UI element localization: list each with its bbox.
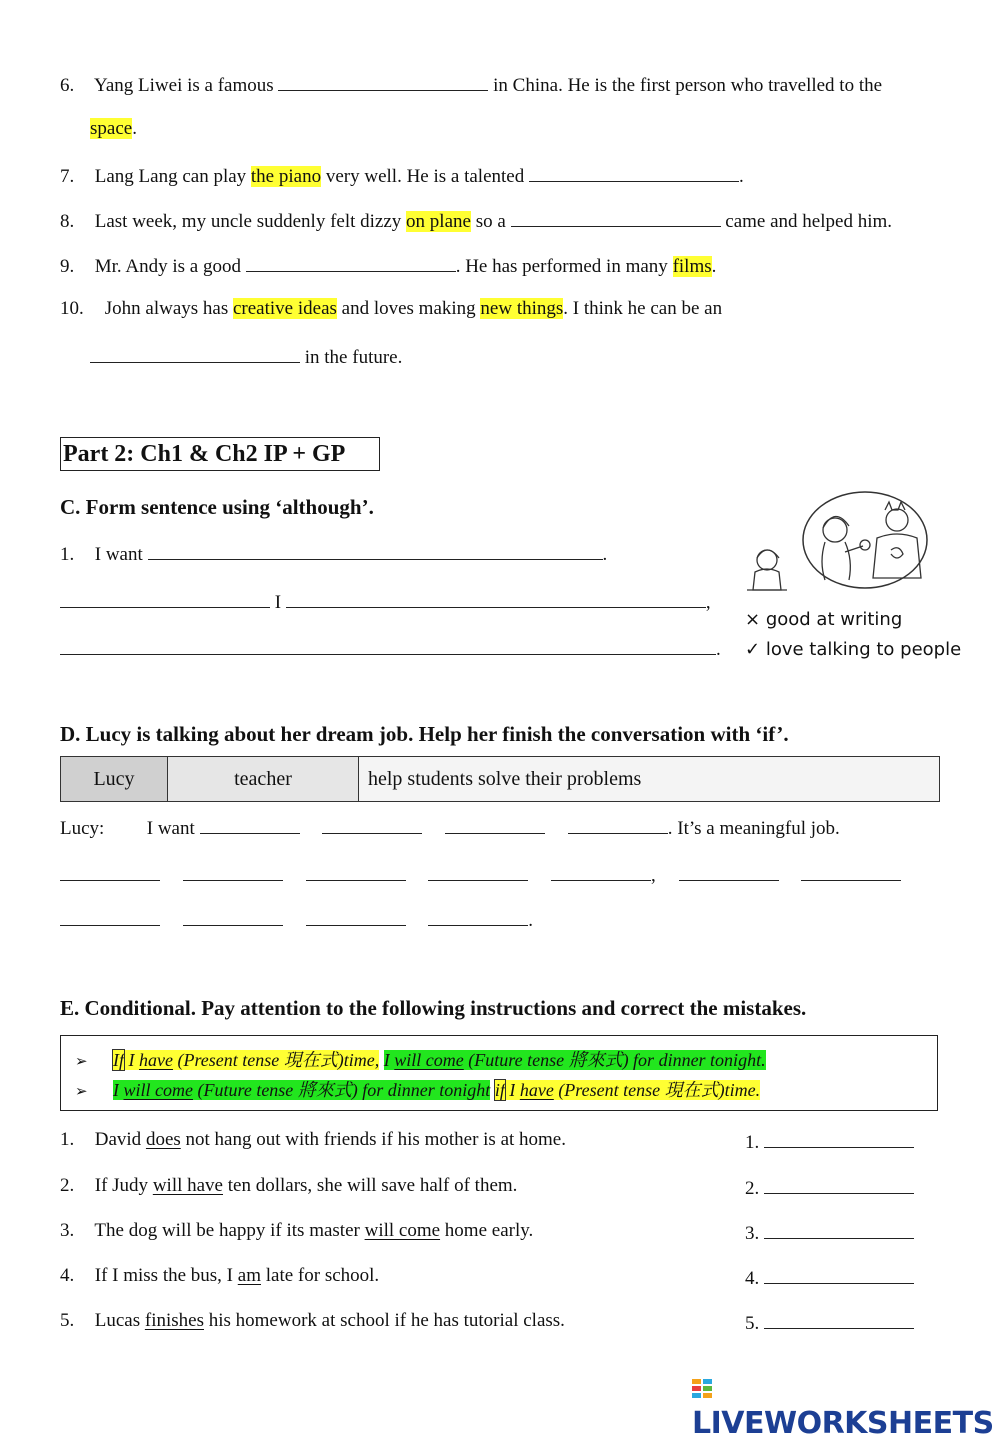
item-7	[60, 163, 744, 188]
answer-number: 4.	[745, 1268, 760, 1289]
e-answer-2	[745, 1175, 914, 1200]
highlighted-word: creative ideas	[232, 298, 337, 319]
punctuation: ,	[651, 865, 656, 886]
answer-blank[interactable]	[246, 253, 456, 272]
item-text: If I miss the bus, I	[94, 1265, 234, 1286]
item-number: 3.	[60, 1220, 75, 1241]
item-text: If Judy	[94, 1175, 149, 1196]
item-text: very well. He is a talented	[325, 166, 525, 187]
item-number: 2.	[60, 1175, 75, 1196]
note-bad	[745, 609, 902, 630]
mistake-word: finishes	[144, 1310, 204, 1331]
item-text: . It’s a meaningful job.	[667, 818, 840, 839]
mistake-word: will come	[364, 1220, 441, 1241]
e-answer-5	[745, 1310, 914, 1335]
item-text: I want	[94, 544, 143, 565]
rule-verb: will come	[123, 1080, 193, 1100]
answer-blank[interactable]	[148, 541, 603, 560]
answer-number: 5.	[745, 1313, 760, 1334]
item-number: 4.	[60, 1265, 75, 1286]
answer-blank[interactable]	[200, 815, 300, 834]
highlighted-word: new things	[480, 298, 564, 319]
item-10-line2	[90, 344, 402, 369]
item-text: Mr. Andy is a good	[94, 256, 241, 277]
part2-title: Part 2: Ch1 & Ch2 IP + GP	[60, 437, 380, 471]
item-number: 5.	[60, 1310, 75, 1331]
rule-keyword: If	[113, 1050, 124, 1070]
item-text: I want	[146, 818, 195, 839]
section-c-line1	[60, 541, 607, 566]
answer-blank[interactable]	[322, 815, 422, 834]
item-number: 6.	[60, 75, 75, 96]
rule-text: I	[128, 1050, 135, 1070]
item-text: and loves making	[341, 298, 476, 319]
item-text: so a	[475, 211, 506, 232]
check-icon: ✓	[745, 639, 761, 660]
item-text: home early.	[444, 1220, 534, 1241]
note-text: good at writing	[765, 609, 903, 630]
item-number: 8.	[60, 211, 75, 232]
answer-blank[interactable]	[183, 862, 283, 881]
item-10	[60, 298, 722, 320]
highlighted-word: films	[672, 256, 712, 277]
item-text: I	[274, 592, 282, 613]
item-text: ten dollars, she will save half of them.	[227, 1175, 518, 1196]
section-e-heading: E. Conditional. Pay attention to the following instructions and correct the mistakes.	[60, 996, 807, 1020]
item-text: Lucas	[94, 1310, 141, 1331]
answer-blank[interactable]	[60, 636, 716, 655]
item-number: 1.	[60, 1129, 75, 1150]
answer-blank[interactable]	[511, 208, 721, 227]
answer-blank[interactable]	[764, 1265, 914, 1284]
rule-keyword: if	[494, 1080, 505, 1100]
section-d-line1	[60, 815, 840, 840]
item-text: . I think he can be an	[563, 298, 723, 319]
e-answer-4	[745, 1265, 914, 1290]
answer-blank[interactable]	[679, 862, 779, 881]
speaker-label: Lucy:	[60, 818, 105, 839]
e-answer-1	[745, 1129, 914, 1154]
rule-verb: have	[519, 1080, 554, 1100]
item-text: in China. He is the first person who travelled to the	[493, 75, 883, 96]
logo-icon	[692, 1377, 712, 1401]
answer-number: 2.	[745, 1178, 760, 1199]
punctuation: .	[528, 910, 533, 931]
answer-blank[interactable]	[551, 862, 651, 881]
e-item-1	[60, 1129, 566, 1151]
rule-text: (Future tense 將來式) for dinner tonight.	[468, 1050, 766, 1070]
punctuation: .	[132, 118, 137, 139]
item-text: his homework at school if he has tutorial class.	[208, 1310, 565, 1331]
note-good	[745, 639, 961, 660]
section-c-line3	[60, 636, 721, 661]
punctuation: .	[716, 639, 721, 660]
section-d-heading: D. Lucy is talking about her dream job. Help her finish the conversation with ‘if’.	[60, 722, 789, 746]
e-item-4	[60, 1265, 379, 1287]
answer-blank[interactable]	[764, 1129, 914, 1148]
answer-blank[interactable]	[286, 589, 706, 608]
punctuation: .	[738, 166, 744, 187]
item-number: 1.	[60, 544, 75, 565]
answer-blank[interactable]	[529, 163, 739, 182]
section-d-line2	[60, 862, 901, 887]
highlighted-word: on plane	[406, 211, 471, 232]
item-text: John always has	[104, 298, 229, 319]
punctuation: .	[711, 256, 717, 277]
logo-text: LIVEWORKSHEETS	[692, 1406, 994, 1441]
rule-box	[60, 1035, 938, 1111]
item-text: came and helped him.	[725, 211, 892, 232]
item-text: Last week, my uncle suddenly felt dizzy	[94, 211, 402, 232]
answer-blank[interactable]	[428, 862, 528, 881]
item-text: . He has performed in many	[455, 256, 668, 277]
cross-icon: ×	[745, 609, 761, 630]
rule-text: I	[383, 1050, 390, 1070]
answer-blank[interactable]	[764, 1220, 914, 1239]
answer-blank[interactable]	[90, 344, 300, 363]
mistake-word: does	[145, 1129, 181, 1150]
rule-2	[75, 1076, 760, 1102]
answer-blank[interactable]	[764, 1175, 914, 1194]
item-text: Lang Lang can play	[94, 166, 247, 187]
answer-blank[interactable]	[428, 907, 528, 926]
info-table	[60, 756, 940, 802]
answer-number: 3.	[745, 1223, 760, 1244]
item-text: late for school.	[265, 1265, 380, 1286]
answer-blank[interactable]	[568, 815, 668, 834]
section-c-heading: C. Form sentence using ‘although’.	[60, 495, 374, 519]
answer-number: 1.	[745, 1132, 760, 1153]
section-d-line3	[60, 907, 533, 932]
highlighted-word: space	[90, 118, 133, 139]
answer-blank[interactable]	[60, 589, 270, 608]
item-text: The dog will be happy if its master	[94, 1220, 360, 1241]
rule-verb: have	[139, 1050, 173, 1070]
highlighted-word: the piano	[250, 166, 322, 187]
e-item-5	[60, 1310, 565, 1332]
punctuation: ,	[705, 592, 711, 613]
note-text: love talking to people	[765, 639, 962, 660]
answer-blank[interactable]	[60, 862, 160, 881]
job-cell: teacher	[168, 757, 359, 802]
rule-text: I	[509, 1080, 516, 1100]
answer-blank[interactable]	[445, 815, 545, 834]
item-number: 9.	[60, 256, 75, 277]
item-8	[60, 208, 892, 233]
e-item-2	[60, 1175, 517, 1197]
item-6-line2	[90, 118, 137, 140]
item-9	[60, 253, 716, 278]
arrow-bullet-icon: ➢	[75, 1084, 88, 1100]
punctuation: .	[602, 544, 608, 565]
item-text: David	[94, 1129, 142, 1150]
item-number: 7.	[60, 166, 75, 187]
answer-blank[interactable]	[60, 907, 160, 926]
liveworksheets-logo[interactable]	[692, 1371, 1000, 1441]
answer-blank[interactable]	[183, 907, 283, 926]
rule-text: (Present tense 現在式)time.	[558, 1080, 761, 1100]
arrow-bullet-icon: ➢	[75, 1054, 88, 1070]
item-number: 10.	[60, 298, 84, 319]
rule-1	[75, 1046, 766, 1072]
answer-blank[interactable]	[278, 72, 488, 91]
answer-blank[interactable]	[306, 907, 406, 926]
name-cell: Lucy	[61, 757, 168, 802]
answer-blank[interactable]	[306, 862, 406, 881]
item-text: Yang Liwei is a famous	[94, 75, 274, 96]
answer-blank[interactable]	[801, 862, 901, 881]
interview-illustration	[745, 490, 935, 605]
e-answer-3	[745, 1220, 914, 1245]
rule-text: I	[113, 1080, 119, 1100]
item-text: not hang out with friends if his mother is at home.	[185, 1129, 566, 1150]
rule-verb: will come	[394, 1050, 464, 1070]
item-text: in the future.	[304, 347, 403, 368]
mistake-word: am	[237, 1265, 261, 1286]
e-item-3	[60, 1220, 533, 1242]
description-cell: help students solve their problems	[359, 757, 940, 802]
mistake-word: will have	[152, 1175, 223, 1196]
rule-text: (Present tense 現在式)time,	[177, 1050, 380, 1070]
section-c-line2	[60, 589, 711, 614]
item-6	[60, 72, 882, 97]
rule-text: (Future tense 將來式) for dinner tonight	[197, 1080, 491, 1100]
answer-blank[interactable]	[764, 1310, 914, 1329]
